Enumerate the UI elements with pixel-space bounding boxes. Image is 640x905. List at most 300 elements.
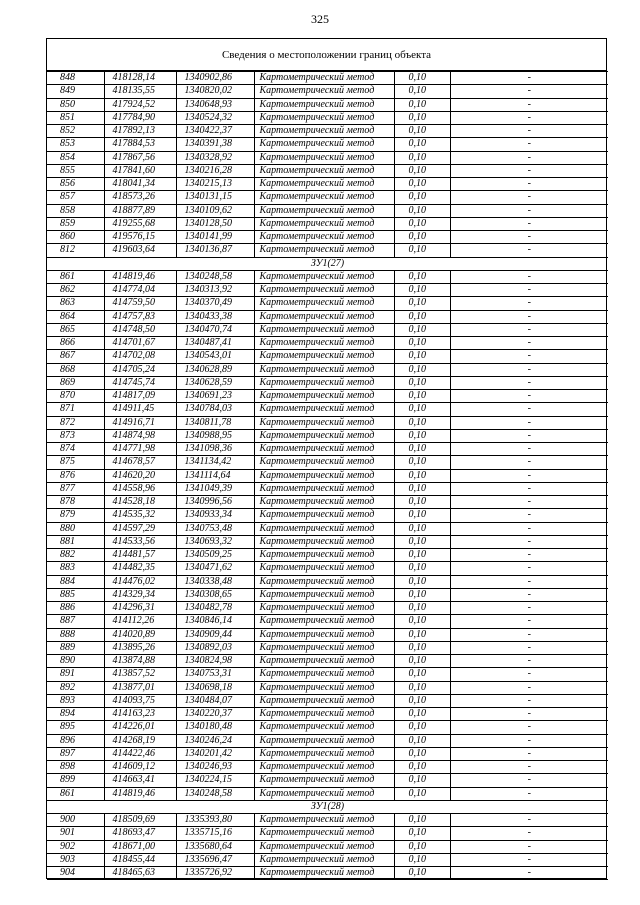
accuracy: 0,10 xyxy=(394,125,450,138)
coord-y: 1340328,92 xyxy=(176,151,254,164)
point-number: 894 xyxy=(47,708,104,721)
coord-x: 414163,23 xyxy=(104,708,176,721)
point-number: 852 xyxy=(47,125,104,138)
description: - xyxy=(450,363,608,376)
page-number: 325 xyxy=(311,12,329,26)
description: - xyxy=(450,840,608,853)
method: Картометрический метод xyxy=(254,761,394,774)
accuracy: 0,10 xyxy=(394,111,450,124)
accuracy: 0,10 xyxy=(394,496,450,509)
coord-y: 1340988,95 xyxy=(176,429,254,442)
accuracy: 0,10 xyxy=(394,840,450,853)
coord-x: 419255,68 xyxy=(104,217,176,230)
table-row xyxy=(47,429,608,442)
point-number: 865 xyxy=(47,323,104,336)
coord-y: 1340224,15 xyxy=(176,774,254,787)
method: Картометрический метод xyxy=(254,496,394,509)
coord-y: 1340996,56 xyxy=(176,496,254,509)
method: Картометрический метод xyxy=(254,191,394,204)
description: - xyxy=(450,615,608,628)
coord-y: 1341134,42 xyxy=(176,456,254,469)
coord-x: 418671,00 xyxy=(104,840,176,853)
coord-y: 1340543,01 xyxy=(176,350,254,363)
accuracy: 0,10 xyxy=(394,151,450,164)
table-row xyxy=(47,270,608,283)
coord-y: 1340471,62 xyxy=(176,562,254,575)
table-row xyxy=(47,761,608,774)
coord-x: 414533,56 xyxy=(104,535,176,548)
coord-x: 414819,46 xyxy=(104,270,176,283)
coord-y: 1335393,80 xyxy=(176,814,254,827)
table-row xyxy=(47,138,608,151)
accuracy: 0,10 xyxy=(394,443,450,456)
method: Картометрический метод xyxy=(254,443,394,456)
accuracy: 0,10 xyxy=(394,628,450,641)
point-number: 856 xyxy=(47,178,104,191)
coord-x: 414678,57 xyxy=(104,456,176,469)
coord-x: 414759,50 xyxy=(104,297,176,310)
coordinates-table-body xyxy=(47,72,608,880)
coord-x: 414609,12 xyxy=(104,761,176,774)
accuracy: 0,10 xyxy=(394,191,450,204)
description: - xyxy=(450,694,608,707)
point-number: 899 xyxy=(47,774,104,787)
table-row xyxy=(47,482,608,495)
coord-y: 1340220,37 xyxy=(176,708,254,721)
method: Картометрический метод xyxy=(254,522,394,535)
coord-x: 414748,50 xyxy=(104,323,176,336)
coord-y: 1340246,24 xyxy=(176,734,254,747)
description: - xyxy=(450,350,608,363)
table-row xyxy=(47,191,608,204)
accuracy: 0,10 xyxy=(394,217,450,230)
table-row xyxy=(47,840,608,853)
coord-y: 1340902,86 xyxy=(176,72,254,85)
table-row xyxy=(47,694,608,707)
description: - xyxy=(450,284,608,297)
point-number: 864 xyxy=(47,310,104,323)
description: - xyxy=(450,549,608,562)
coord-x: 414020,89 xyxy=(104,628,176,641)
accuracy: 0,10 xyxy=(394,549,450,562)
point-number: 851 xyxy=(47,111,104,124)
coord-x: 414745,74 xyxy=(104,376,176,389)
coord-y: 1340484,07 xyxy=(176,694,254,707)
coord-y: 1335680,64 xyxy=(176,840,254,853)
coord-x: 414329,34 xyxy=(104,588,176,601)
coord-y: 1340691,23 xyxy=(176,390,254,403)
table-row xyxy=(47,496,608,509)
coord-y: 1340470,74 xyxy=(176,323,254,336)
coord-x: 414702,08 xyxy=(104,350,176,363)
coord-x: 413877,01 xyxy=(104,681,176,694)
coord-y: 1340313,92 xyxy=(176,284,254,297)
point-number: 885 xyxy=(47,588,104,601)
accuracy: 0,10 xyxy=(394,403,450,416)
coord-x: 418128,14 xyxy=(104,72,176,85)
point-number: 875 xyxy=(47,456,104,469)
accuracy: 0,10 xyxy=(394,284,450,297)
coord-y: 1341049,39 xyxy=(176,482,254,495)
accuracy: 0,10 xyxy=(394,747,450,760)
coord-y: 1340141,99 xyxy=(176,231,254,244)
method: Картометрический метод xyxy=(254,509,394,522)
table-row xyxy=(47,602,608,615)
coord-y: 1340909,44 xyxy=(176,628,254,641)
accuracy: 0,10 xyxy=(394,178,450,191)
point-number: 892 xyxy=(47,681,104,694)
section-label: ЗУ1(27) xyxy=(47,257,608,270)
method: Картометрический метод xyxy=(254,231,394,244)
table-row xyxy=(47,522,608,535)
coord-x: 414757,83 xyxy=(104,310,176,323)
table-row xyxy=(47,85,608,98)
description: - xyxy=(450,217,608,230)
method: Картометрический метод xyxy=(254,138,394,151)
table-row xyxy=(47,217,608,230)
description: - xyxy=(450,429,608,442)
accuracy: 0,10 xyxy=(394,469,450,482)
coord-x: 414528,18 xyxy=(104,496,176,509)
accuracy: 0,10 xyxy=(394,244,450,257)
coord-y: 1340338,48 xyxy=(176,575,254,588)
coord-x: 413874,88 xyxy=(104,655,176,668)
coord-y: 1340308,65 xyxy=(176,588,254,601)
accuracy: 0,10 xyxy=(394,297,450,310)
point-number: 849 xyxy=(47,85,104,98)
coord-y: 1340248,58 xyxy=(176,270,254,283)
description: - xyxy=(450,602,608,615)
table-row xyxy=(47,98,608,111)
point-number: 868 xyxy=(47,363,104,376)
point-number: 897 xyxy=(47,747,104,760)
point-number: 861 xyxy=(47,270,104,283)
coord-x: 414663,41 xyxy=(104,774,176,787)
description: - xyxy=(450,708,608,721)
coord-x: 418465,63 xyxy=(104,867,176,880)
method: Картометрический метод xyxy=(254,297,394,310)
coord-y: 1340246,93 xyxy=(176,761,254,774)
accuracy: 0,10 xyxy=(394,708,450,721)
coord-x: 413895,26 xyxy=(104,641,176,654)
method: Картометрический метод xyxy=(254,747,394,760)
description: - xyxy=(450,575,608,588)
method: Картометрический метод xyxy=(254,72,394,85)
table-row xyxy=(47,853,608,866)
table-row xyxy=(47,111,608,124)
coord-y: 1335726,92 xyxy=(176,867,254,880)
point-number: 872 xyxy=(47,416,104,429)
point-number: 863 xyxy=(47,297,104,310)
description: - xyxy=(450,85,608,98)
accuracy: 0,10 xyxy=(394,814,450,827)
point-number: 881 xyxy=(47,535,104,548)
point-number: 862 xyxy=(47,284,104,297)
point-number: 896 xyxy=(47,734,104,747)
method: Картометрический метод xyxy=(254,323,394,336)
coord-y: 1340698,18 xyxy=(176,681,254,694)
point-number: 891 xyxy=(47,668,104,681)
table-row xyxy=(47,323,608,336)
accuracy: 0,10 xyxy=(394,482,450,495)
point-number: 859 xyxy=(47,217,104,230)
accuracy: 0,10 xyxy=(394,416,450,429)
description: - xyxy=(450,138,608,151)
description: - xyxy=(450,668,608,681)
description: - xyxy=(450,747,608,760)
point-number: 854 xyxy=(47,151,104,164)
accuracy: 0,10 xyxy=(394,615,450,628)
description: - xyxy=(450,522,608,535)
point-number: 895 xyxy=(47,721,104,734)
accuracy: 0,10 xyxy=(394,98,450,111)
method: Картометрический метод xyxy=(254,708,394,721)
coord-y: 1340892,03 xyxy=(176,641,254,654)
method: Картометрический метод xyxy=(254,85,394,98)
point-number: 876 xyxy=(47,469,104,482)
coord-y: 1340370,49 xyxy=(176,297,254,310)
point-number: 904 xyxy=(47,867,104,880)
method: Картометрический метод xyxy=(254,456,394,469)
method: Картометрический метод xyxy=(254,787,394,800)
accuracy: 0,10 xyxy=(394,456,450,469)
coord-y: 1340109,62 xyxy=(176,204,254,217)
table-row xyxy=(47,125,608,138)
coord-y: 1340201,42 xyxy=(176,747,254,760)
description: - xyxy=(450,111,608,124)
accuracy: 0,10 xyxy=(394,509,450,522)
coord-x: 417884,53 xyxy=(104,138,176,151)
method: Картометрический метод xyxy=(254,350,394,363)
point-number: 858 xyxy=(47,204,104,217)
description: - xyxy=(450,588,608,601)
description: - xyxy=(450,721,608,734)
point-number: 877 xyxy=(47,482,104,495)
point-number: 869 xyxy=(47,376,104,389)
method: Картометрический метод xyxy=(254,840,394,853)
method: Картометрический метод xyxy=(254,390,394,403)
point-number: 901 xyxy=(47,827,104,840)
accuracy: 0,10 xyxy=(394,694,450,707)
description: - xyxy=(450,509,608,522)
method: Картометрический метод xyxy=(254,337,394,350)
coord-x: 419603,64 xyxy=(104,244,176,257)
coord-x: 414482,35 xyxy=(104,562,176,575)
coord-x: 418877,89 xyxy=(104,204,176,217)
description: - xyxy=(450,323,608,336)
description: - xyxy=(450,72,608,85)
point-number: 900 xyxy=(47,814,104,827)
table-row xyxy=(47,178,608,191)
method: Картометрический метод xyxy=(254,270,394,283)
table-row xyxy=(47,787,608,800)
coord-x: 414296,31 xyxy=(104,602,176,615)
coord-x: 417841,60 xyxy=(104,164,176,177)
table-row xyxy=(47,668,608,681)
description: - xyxy=(450,535,608,548)
table-title: Сведения о местоположении границ объекта xyxy=(47,39,606,71)
table-row xyxy=(47,456,608,469)
table-row xyxy=(47,588,608,601)
description: - xyxy=(450,403,608,416)
table-row xyxy=(47,284,608,297)
table-row xyxy=(47,297,608,310)
table-row xyxy=(47,204,608,217)
method: Картометрический метод xyxy=(254,204,394,217)
accuracy: 0,10 xyxy=(394,681,450,694)
table-row xyxy=(47,575,608,588)
table-row xyxy=(47,244,608,257)
coord-x: 417924,52 xyxy=(104,98,176,111)
description: - xyxy=(450,231,608,244)
table-row xyxy=(47,443,608,456)
table-row xyxy=(47,747,608,760)
accuracy: 0,10 xyxy=(394,350,450,363)
coord-x: 418041,34 xyxy=(104,178,176,191)
coord-y: 1340784,03 xyxy=(176,403,254,416)
point-number: 860 xyxy=(47,231,104,244)
table-row xyxy=(47,655,608,668)
description: - xyxy=(450,628,608,641)
table-row xyxy=(47,390,608,403)
description: - xyxy=(450,867,608,880)
method: Картометрический метод xyxy=(254,814,394,827)
coord-x: 414817,09 xyxy=(104,390,176,403)
coord-x: 414476,02 xyxy=(104,575,176,588)
coord-x: 414112,26 xyxy=(104,615,176,628)
point-number: 882 xyxy=(47,549,104,562)
method: Картометрический метод xyxy=(254,244,394,257)
method: Картометрический метод xyxy=(254,469,394,482)
section-row xyxy=(47,257,608,270)
method: Картометрический метод xyxy=(254,694,394,707)
accuracy: 0,10 xyxy=(394,429,450,442)
method: Картометрический метод xyxy=(254,853,394,866)
description: - xyxy=(450,774,608,787)
coord-x: 414701,67 xyxy=(104,337,176,350)
coord-x: 414226,01 xyxy=(104,721,176,734)
accuracy: 0,10 xyxy=(394,337,450,350)
coord-y: 1335715,16 xyxy=(176,827,254,840)
method: Картометрический метод xyxy=(254,178,394,191)
method: Картометрический метод xyxy=(254,125,394,138)
accuracy: 0,10 xyxy=(394,164,450,177)
coord-x: 419576,15 xyxy=(104,231,176,244)
coord-y: 1340846,14 xyxy=(176,615,254,628)
table-row xyxy=(47,827,608,840)
accuracy: 0,10 xyxy=(394,138,450,151)
accuracy: 0,10 xyxy=(394,761,450,774)
method: Картометрический метод xyxy=(254,416,394,429)
description: - xyxy=(450,641,608,654)
coord-y: 1340248,58 xyxy=(176,787,254,800)
description: - xyxy=(450,443,608,456)
table-row xyxy=(47,363,608,376)
point-number: 887 xyxy=(47,615,104,628)
coord-x: 414093,75 xyxy=(104,694,176,707)
accuracy: 0,10 xyxy=(394,522,450,535)
accuracy: 0,10 xyxy=(394,376,450,389)
method: Картометрический метод xyxy=(254,575,394,588)
table-row xyxy=(47,416,608,429)
accuracy: 0,10 xyxy=(394,535,450,548)
accuracy: 0,10 xyxy=(394,575,450,588)
coord-x: 417867,56 xyxy=(104,151,176,164)
section-label: ЗУ1(28) xyxy=(47,800,608,813)
table-row xyxy=(47,151,608,164)
method: Картометрический метод xyxy=(254,310,394,323)
coord-y: 1340824,98 xyxy=(176,655,254,668)
method: Картометрический метод xyxy=(254,164,394,177)
description: - xyxy=(450,337,608,350)
point-number: 861 xyxy=(47,787,104,800)
table-row xyxy=(47,376,608,389)
accuracy: 0,10 xyxy=(394,655,450,668)
coord-x: 418135,55 xyxy=(104,85,176,98)
accuracy: 0,10 xyxy=(394,734,450,747)
table-row xyxy=(47,867,608,880)
description: - xyxy=(450,178,608,191)
description: - xyxy=(450,734,608,747)
table-row xyxy=(47,231,608,244)
accuracy: 0,10 xyxy=(394,588,450,601)
method: Картометрический метод xyxy=(254,602,394,615)
coord-x: 414916,71 xyxy=(104,416,176,429)
point-number: 855 xyxy=(47,164,104,177)
description: - xyxy=(450,204,608,217)
accuracy: 0,10 xyxy=(394,774,450,787)
method: Картометрический метод xyxy=(254,588,394,601)
coord-x: 414819,46 xyxy=(104,787,176,800)
method: Картометрический метод xyxy=(254,774,394,787)
coord-y: 1340524,32 xyxy=(176,111,254,124)
point-number: 853 xyxy=(47,138,104,151)
coord-y: 1340820,02 xyxy=(176,85,254,98)
description: - xyxy=(450,681,608,694)
method: Картометрический метод xyxy=(254,681,394,694)
accuracy: 0,10 xyxy=(394,390,450,403)
accuracy: 0,10 xyxy=(394,827,450,840)
method: Картометрический метод xyxy=(254,403,394,416)
coord-x: 414911,45 xyxy=(104,403,176,416)
coord-y: 1341098,36 xyxy=(176,443,254,456)
method: Картометрический метод xyxy=(254,482,394,495)
point-number: 890 xyxy=(47,655,104,668)
point-number: 870 xyxy=(47,390,104,403)
description: - xyxy=(450,98,608,111)
description: - xyxy=(450,416,608,429)
description: - xyxy=(450,469,608,482)
description: - xyxy=(450,827,608,840)
point-number: 889 xyxy=(47,641,104,654)
description: - xyxy=(450,496,608,509)
accuracy: 0,10 xyxy=(394,323,450,336)
description: - xyxy=(450,151,608,164)
accuracy: 0,10 xyxy=(394,562,450,575)
coord-y: 1340933,34 xyxy=(176,509,254,522)
method: Картометрический метод xyxy=(254,376,394,389)
point-number: 902 xyxy=(47,840,104,853)
coord-y: 1340422,37 xyxy=(176,125,254,138)
accuracy: 0,10 xyxy=(394,867,450,880)
coord-x: 413857,52 xyxy=(104,668,176,681)
table-row xyxy=(47,734,608,747)
coord-x: 414620,20 xyxy=(104,469,176,482)
coord-x: 418573,26 xyxy=(104,191,176,204)
coord-x: 414597,29 xyxy=(104,522,176,535)
point-number: 812 xyxy=(47,244,104,257)
boundary-table-frame xyxy=(46,38,607,879)
